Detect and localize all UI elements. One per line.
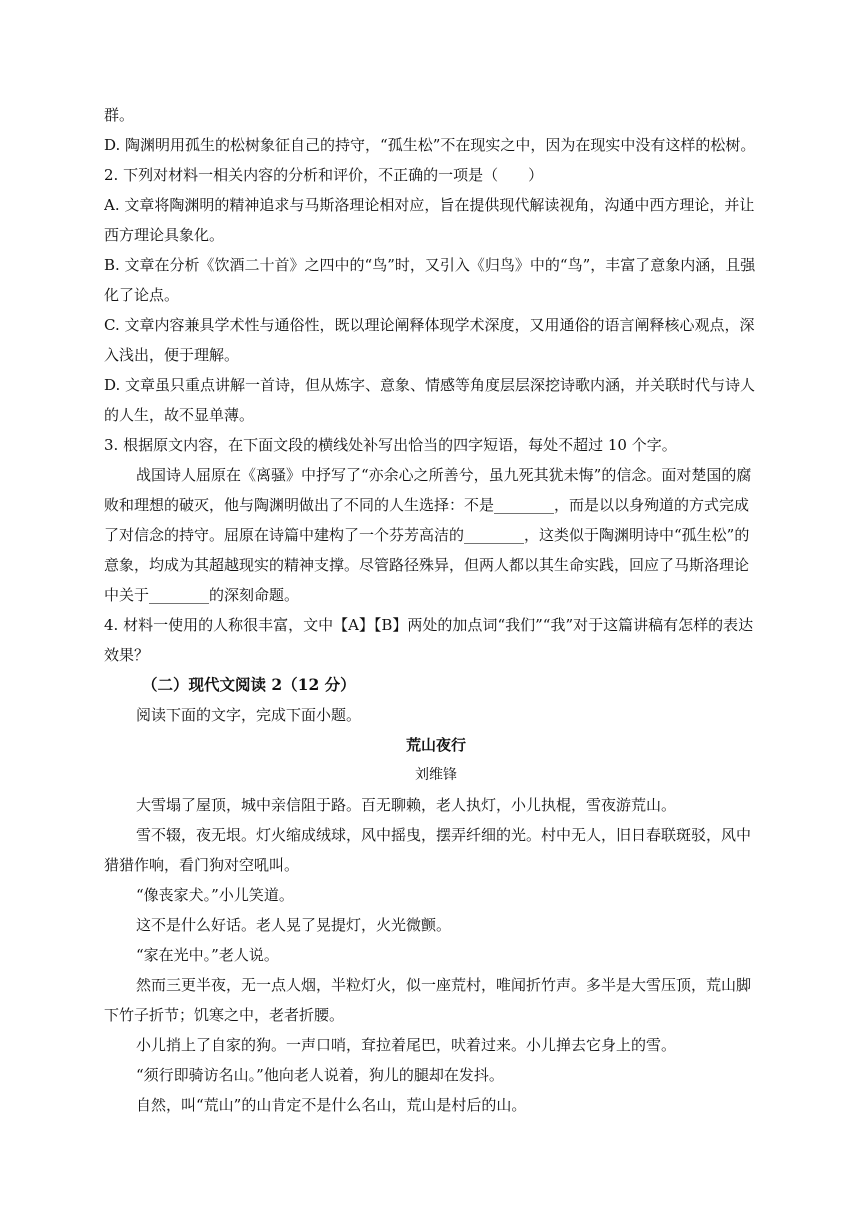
story-author: 刘维锋 — [415, 767, 457, 783]
story-paragraph: “像丧家犬。”小儿笑道。 — [136, 886, 294, 904]
fill-in-paragraph-line: 中关于________的深刻命题。 — [104, 586, 300, 604]
question-2-option-b-continued: 化了论点。 — [104, 286, 180, 304]
question-4: 4. 材料一使用的人称很丰富，文中【A】【B】两处的加点词“我们”“我”对于这篇讲稿有怎样的表达 — [104, 616, 754, 634]
question-4-continued: 效果？ — [104, 646, 150, 664]
question-2-option-c: C. 文章内容兼具学术性与通俗性，既以理论阐释体现学术深度，又用通俗的语言阐释核心观点，深 — [104, 316, 755, 334]
question-2-option-d: D. 文章虽只重点讲解一首诗，但从炼字、意象、情感等角度层层深挖诗歌内涵，并关联时代与诗人 — [104, 376, 756, 394]
fill-in-paragraph-line: 战国诗人屈原在《离骚》中抒写了“亦余心之所善兮，虽九死其犹未悔”的信念。面对楚国的腐 — [136, 466, 752, 484]
story-paragraph: 小儿捎上了自家的狗。一声口哨，耷拉着尾巴，吠着过来。小儿掸去它身上的雪。 — [136, 1036, 677, 1054]
story-paragraph: 雪不辍，夜无垠。灯火缩成绒球，风中摇曳，摆弄纤细的光。村中无人，旧日春联斑驳，风中 — [136, 826, 752, 844]
question-2: 2. 下列对材料一相关内容的分析和评价，不正确的一项是（ ） — [104, 166, 544, 184]
story-paragraph: 大雪塌了屋顶，城中亲信阻于路。百无聊赖，老人执灯，小儿执棍，雪夜游荒山。 — [136, 796, 677, 814]
question-3: 3. 根据原文内容，在下面文段的横线处补写出恰当的四字短语，每处不超过 10 个字。 — [104, 436, 677, 454]
question-2-option-b: B. 文章在分析《饮酒二十首》之四中的“鸟”时，又引入《归鸟》中的“鸟”，丰富了意象内涵，且强 — [104, 256, 756, 274]
question-2-option-a: A. 文章将陶渊明的精神追求与马斯洛理论相对应，旨在提供现代解读视角，沟通中西方理论，并让 — [104, 196, 755, 214]
story-paragraph: 这不是什么好话。老人晃了晃提灯，火光微颤。 — [136, 916, 452, 934]
answer-option-c-continued: 群。 — [104, 106, 135, 124]
question-2-option-c-continued: 入浅出，便于理解。 — [104, 346, 240, 364]
story-title: 荒山夜行 — [405, 736, 466, 754]
answer-option-d: D. 陶渊明用孤生的松树象征自己的持守，“孤生松”不在现实之中，因为在现实中没有这样的松树。 — [104, 136, 756, 154]
document-page — [104, 100, 768, 1120]
story-paragraph: “须行即骑访名山。”他向老人说着，狗儿的腿却在发抖。 — [136, 1066, 504, 1084]
section-heading: （二）现代文阅读 2（12 分） — [142, 675, 356, 694]
story-paragraph: 然而三更半夜，无一点人烟，半粒灯火，似一座荒村，唯闻折竹声。多半是大雪压顶，荒山脚 — [136, 976, 752, 994]
question-2-option-d-continued: 的人生，故不显单薄。 — [104, 406, 255, 424]
story-paragraph-continued: 猎猎作响，看门狗对空吼叫。 — [104, 856, 300, 874]
fill-in-paragraph-line: 败和理想的破灭，他与陶渊明做出了不同的人生选择：不是________，而是以以身殉道的方式完成 — [104, 496, 750, 514]
question-2-option-a-continued: 西方理论具象化。 — [104, 226, 225, 244]
story-paragraph-continued: 下竹子折节；饥寒之中，老者折腰。 — [104, 1006, 345, 1024]
story-paragraph: “家在光中。”老人说。 — [136, 946, 279, 964]
story-paragraph: 自然，叫“荒山”的山肯定不是什么名山，荒山是村后的山。 — [136, 1096, 527, 1114]
section-instruction: 阅读下面的文字，完成下面小题。 — [136, 706, 362, 724]
fill-in-paragraph-line: 了对信念的持守。屈原在诗篇中建构了一个芬芳高洁的________，这类似于陶渊明诗中“孤生松”的 — [104, 526, 750, 544]
fill-in-paragraph-line: 意象，均成为其超越现实的精神支撑。尽管路径殊异，但两人都以其生命实践，回应了马斯洛理论 — [104, 556, 750, 574]
